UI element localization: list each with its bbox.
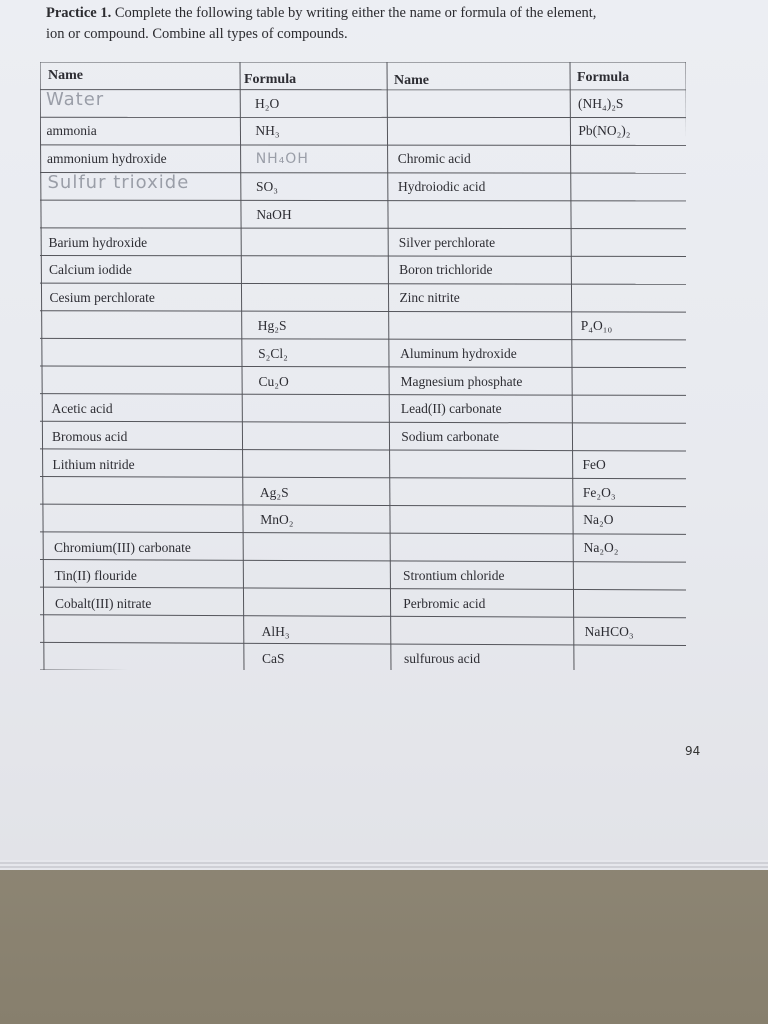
row-line — [40, 477, 686, 479]
right-formula-cell[interactable]: (NH₄)₂S — [578, 95, 624, 111]
right-formula-cell[interactable]: Pb(NO₂)₂ — [578, 123, 631, 139]
left-name-cell[interactable]: Lithium nitride — [52, 456, 135, 472]
left-formula-cell[interactable]: SO₃ — [256, 178, 279, 194]
row-line — [40, 421, 686, 423]
row-line — [40, 587, 686, 590]
header-name-left: Name — [48, 68, 83, 83]
right-formula-cell[interactable]: Na₂O — [583, 512, 614, 528]
row-line — [40, 366, 686, 368]
right-name-cell[interactable]: Hydroiodic acid — [398, 178, 486, 194]
row-line — [40, 615, 686, 618]
left-formula-cell[interactable]: NH₃ — [255, 123, 280, 139]
header-formula-left: Formula — [244, 72, 297, 87]
row-line — [40, 532, 686, 535]
left-name-cell[interactable]: ammonia — [46, 123, 97, 139]
right-name-cell[interactable]: Aluminum hydroxide — [400, 345, 517, 361]
left-formula-cell[interactable]: NH₄OH — [255, 151, 309, 168]
left-name-cell[interactable]: Bromous acid — [52, 429, 128, 445]
left-name-cell[interactable]: Acetic acid — [51, 401, 113, 417]
left-formula-cell[interactable]: NaOH — [256, 206, 292, 222]
left-name-cell[interactable]: Chromium(III) carbonate — [54, 540, 191, 556]
row-line — [40, 504, 686, 506]
header-name-right: Name — [394, 73, 429, 88]
row-line — [40, 311, 686, 312]
instructions — [46, 3, 726, 45]
row-line — [40, 283, 686, 284]
paper-edge — [0, 862, 768, 864]
left-formula-cell[interactable]: S₂Cl₂ — [258, 345, 288, 361]
left-formula-cell[interactable]: AlH₃ — [261, 623, 290, 639]
left-formula-cell[interactable]: Cu₂O — [258, 373, 289, 389]
header-formula-right: Formula — [577, 70, 630, 85]
right-name-cell[interactable]: Chromic acid — [397, 151, 471, 167]
row-line — [40, 394, 686, 396]
row-line — [40, 228, 686, 229]
right-formula-cell[interactable]: FeO — [582, 456, 606, 472]
page-number: 94 — [685, 744, 701, 758]
left-name-cell[interactable]: Cesium perchlorate — [49, 290, 155, 306]
right-name-cell[interactable]: Perbromic acid — [403, 595, 486, 611]
left-name-cell[interactable]: Cobalt(III) nitrate — [55, 595, 152, 611]
right-name-cell[interactable]: Zinc nitrite — [399, 290, 460, 306]
left-name-cell[interactable]: Tin(II) flouride — [54, 568, 137, 583]
right-formula-cell[interactable]: Na₂O₂ — [583, 540, 619, 556]
left-formula-cell[interactable]: CaS — [262, 651, 285, 667]
right-name-cell[interactable]: Silver perchlorate — [398, 234, 496, 250]
left-formula-cell[interactable]: MnO₂ — [260, 512, 294, 528]
right-formula-cell[interactable]: NaHCO₃ — [584, 623, 634, 639]
instructions-line-1: Complete the following table by writing either the name or formula of the element, — [114, 5, 597, 21]
row-line — [40, 200, 686, 201]
right-name-cell[interactable]: Magnesium phosphate — [400, 373, 523, 389]
row-line — [40, 642, 686, 645]
row-line — [40, 255, 686, 256]
row-line — [40, 338, 686, 340]
left-name-cell[interactable]: Calcium iodide — [49, 262, 132, 278]
right-name-cell[interactable]: Strontium chloride — [402, 568, 505, 583]
left-formula-cell[interactable]: Hg₂S — [257, 317, 287, 333]
left-name-cell[interactable]: Sulfur trioxide — [47, 171, 190, 193]
right-formula-cell[interactable]: Fe₂O₃ — [582, 484, 616, 500]
left-name-cell[interactable]: ammonium hydroxide — [47, 151, 167, 167]
right-name-cell[interactable]: Boron trichloride — [399, 262, 493, 278]
paper-edge — [0, 866, 768, 868]
row-line — [40, 559, 686, 562]
column-line — [240, 62, 244, 670]
row-line — [40, 449, 686, 451]
right-name-cell[interactable]: Sodium carbonate — [401, 429, 500, 445]
right-formula-cell[interactable]: P₄O₁₀ — [580, 317, 613, 333]
left-formula-cell[interactable]: Ag₂S — [259, 484, 289, 500]
right-name-cell[interactable]: Lead(II) carbonate — [400, 401, 502, 417]
column-line — [570, 62, 574, 670]
right-name-cell[interactable]: sulfurous acid — [404, 651, 481, 667]
left-name-cell[interactable]: Water — [46, 88, 105, 110]
practice-label: Practice 1. — [46, 5, 112, 21]
column-line — [387, 62, 391, 670]
instructions-line-2: ion or compound. Combine all types of compounds. — [46, 26, 348, 42]
left-formula-cell[interactable]: H₂O — [255, 95, 280, 111]
left-name-cell[interactable]: Barium hydroxide — [48, 234, 148, 250]
